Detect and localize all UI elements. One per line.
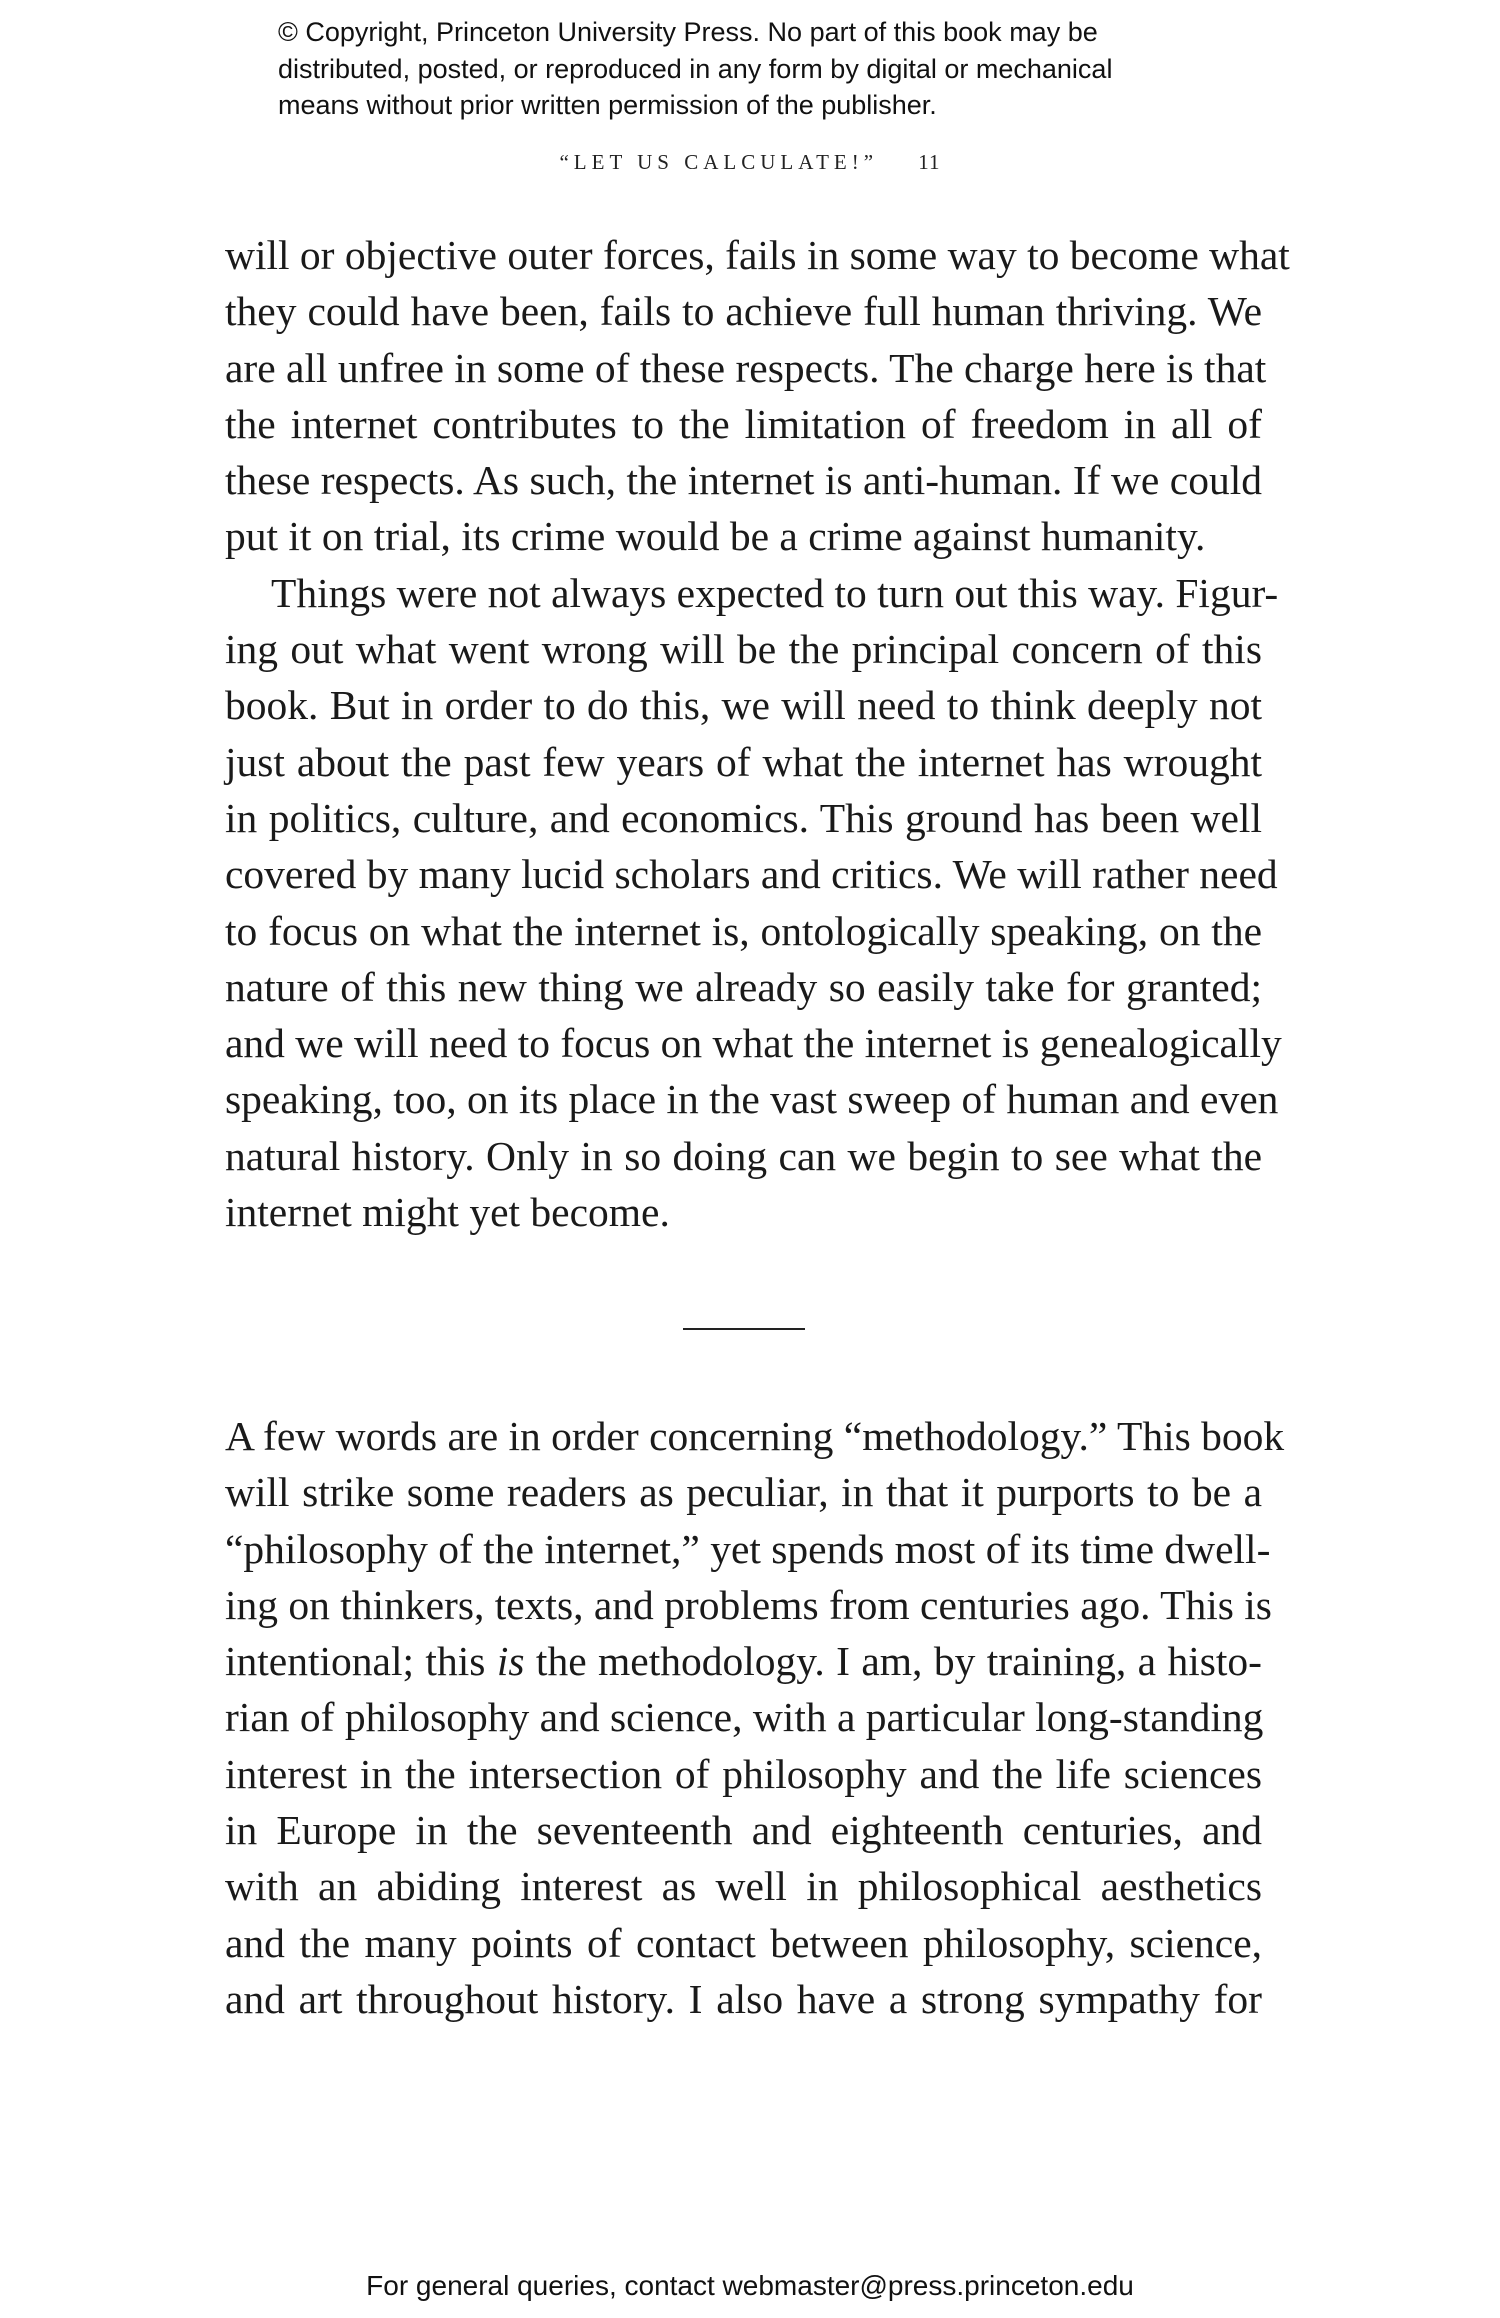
page-number: 11 — [918, 150, 941, 174]
text-line: and art throughout history. I also have a strong sympathy for — [225, 1975, 1262, 2022]
text-line: will strike some readers as peculiar, in that it purports to be a — [225, 1469, 1262, 1516]
text-line: to focus on what the internet is, ontologically speaking, on the — [225, 907, 1262, 954]
text-line: put it on trial, its crime would be a crime against humanity. — [225, 513, 1206, 560]
text-line: with an abiding interest as well in philosophical aesthetics — [225, 1863, 1262, 1910]
text-line: book. But in order to do this, we will need to think deeply not — [225, 682, 1262, 729]
emphasis-word: is — [496, 1638, 525, 1685]
section-break-rule — [683, 1328, 805, 1330]
text-line — [225, 1633, 1262, 1689]
text-line: they could have been, fails to achieve full human thriving. We — [225, 288, 1262, 335]
text-segment: intentional; this — [225, 1638, 497, 1685]
copyright-line: distributed, posted, or reproduced in any form by digital or mechanical — [278, 53, 1113, 84]
text-line: internet might yet become. — [225, 1189, 670, 1236]
copyright-line: © Copyright, Princeton University Press. No part of this book may be — [278, 17, 1098, 47]
text-line: in Europe in the seventeenth and eighteenth centuries, and — [225, 1807, 1262, 1854]
running-head — [0, 150, 1500, 175]
text-line: “philosophy of the internet,” yet spends most of its time dwell- — [225, 1525, 1271, 1572]
text-line: nature of this new thing we already so easily take for granted; — [225, 963, 1262, 1010]
text-line: A few words are in order concerning “methodology.” This book — [225, 1413, 1285, 1459]
text-line: these respects. As such, the internet is anti-human. If we could — [225, 457, 1262, 504]
body-text-upper — [225, 227, 1290, 1240]
text-line: and the many points of contact between philosophy, science, — [225, 1919, 1262, 1966]
text-line: Things were not always expected to turn out this way. Figur- — [271, 569, 1279, 616]
paragraph-things — [225, 565, 1282, 1241]
text-line: are all unfree in some of these respects. The charge here is that — [225, 344, 1267, 391]
text-line: ing out what went wrong will be the principal concern of this — [225, 626, 1262, 673]
copyright-line: means without prior written permission of the publisher. — [278, 90, 937, 120]
text-line: speaking, too, on its place in the vast sweep of human and even — [225, 1076, 1279, 1123]
text-line: in politics, culture, and economics. This ground has been well — [225, 794, 1262, 841]
text-line: interest in the intersection of philosophy and the life sciences — [225, 1750, 1262, 1797]
text-line: ing on thinkers, texts, and problems from centuries ago. This is — [225, 1581, 1272, 1628]
text-line: just about the past few years of what the internet has wrought — [225, 738, 1262, 785]
text-line: rian of philosophy and science, with a particular long-standing — [225, 1694, 1264, 1741]
text-line: and we will need to focus on what the internet is genealogically — [225, 1020, 1282, 1067]
paragraph-continued — [225, 227, 1290, 565]
body-text-lower — [225, 1408, 1285, 2027]
text-line: will or objective outer forces, fails in some way to become what — [225, 232, 1290, 278]
text-line: covered by many lucid scholars and critics. We will rather need — [225, 851, 1278, 898]
copyright-notice — [278, 14, 1278, 124]
paragraph-methodology — [225, 1408, 1285, 2027]
footer-contact: For general queries, contact webmaster@press.princeton.edu — [366, 2270, 1134, 2301]
text-line: natural history. Only in so doing can we begin to see what the — [225, 1132, 1262, 1179]
text-line: the internet contributes to the limitation of freedom in all of — [225, 400, 1262, 447]
running-head-title: “LET US CALCULATE!” — [559, 150, 879, 174]
text-segment: the methodology. I am, by training, a histo- — [524, 1638, 1262, 1685]
